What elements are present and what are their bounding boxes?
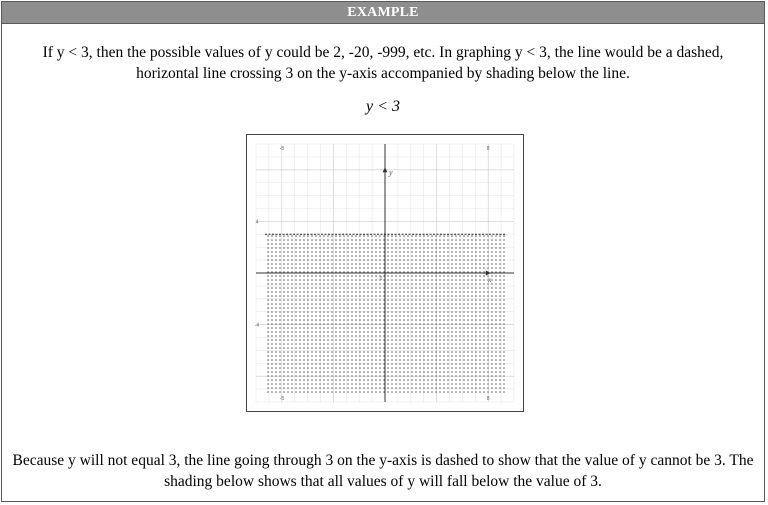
tick-label-top-8: 8 [486, 146, 490, 152]
example-header: EXAMPLE [2, 2, 764, 24]
example-box [1, 1, 765, 502]
tick-label-bottom-neg8: -8 [279, 396, 285, 402]
tick-label-y-4: 4 [255, 219, 259, 226]
conclusion-paragraph: Because y will not equal 3, the line going through 3 on the y-axis is dashed to show that the value of y cannot be 3. The shading below shows that all values of y will fall below the value of 3. [12, 452, 754, 490]
tick-label-bottom-8: 8 [486, 396, 490, 402]
tick-label-origin: 0 [379, 276, 383, 282]
tick-label-top-neg8: -8 [279, 146, 285, 152]
inequality-equation: y < 3 [366, 98, 400, 115]
x-axis-label: x [488, 276, 492, 284]
y-axis-label: y [389, 167, 393, 177]
tick-label-y-neg4: -4 [254, 322, 260, 329]
inequality-graph [246, 134, 524, 412]
intro-paragraph: If y < 3, then the possible values of y could be 2, -20, -999, etc. In graphing y < 3, the line would be a dashed, horizontal line crossing 3 on the y-axis accompanied by shading below the line. [42, 44, 724, 82]
